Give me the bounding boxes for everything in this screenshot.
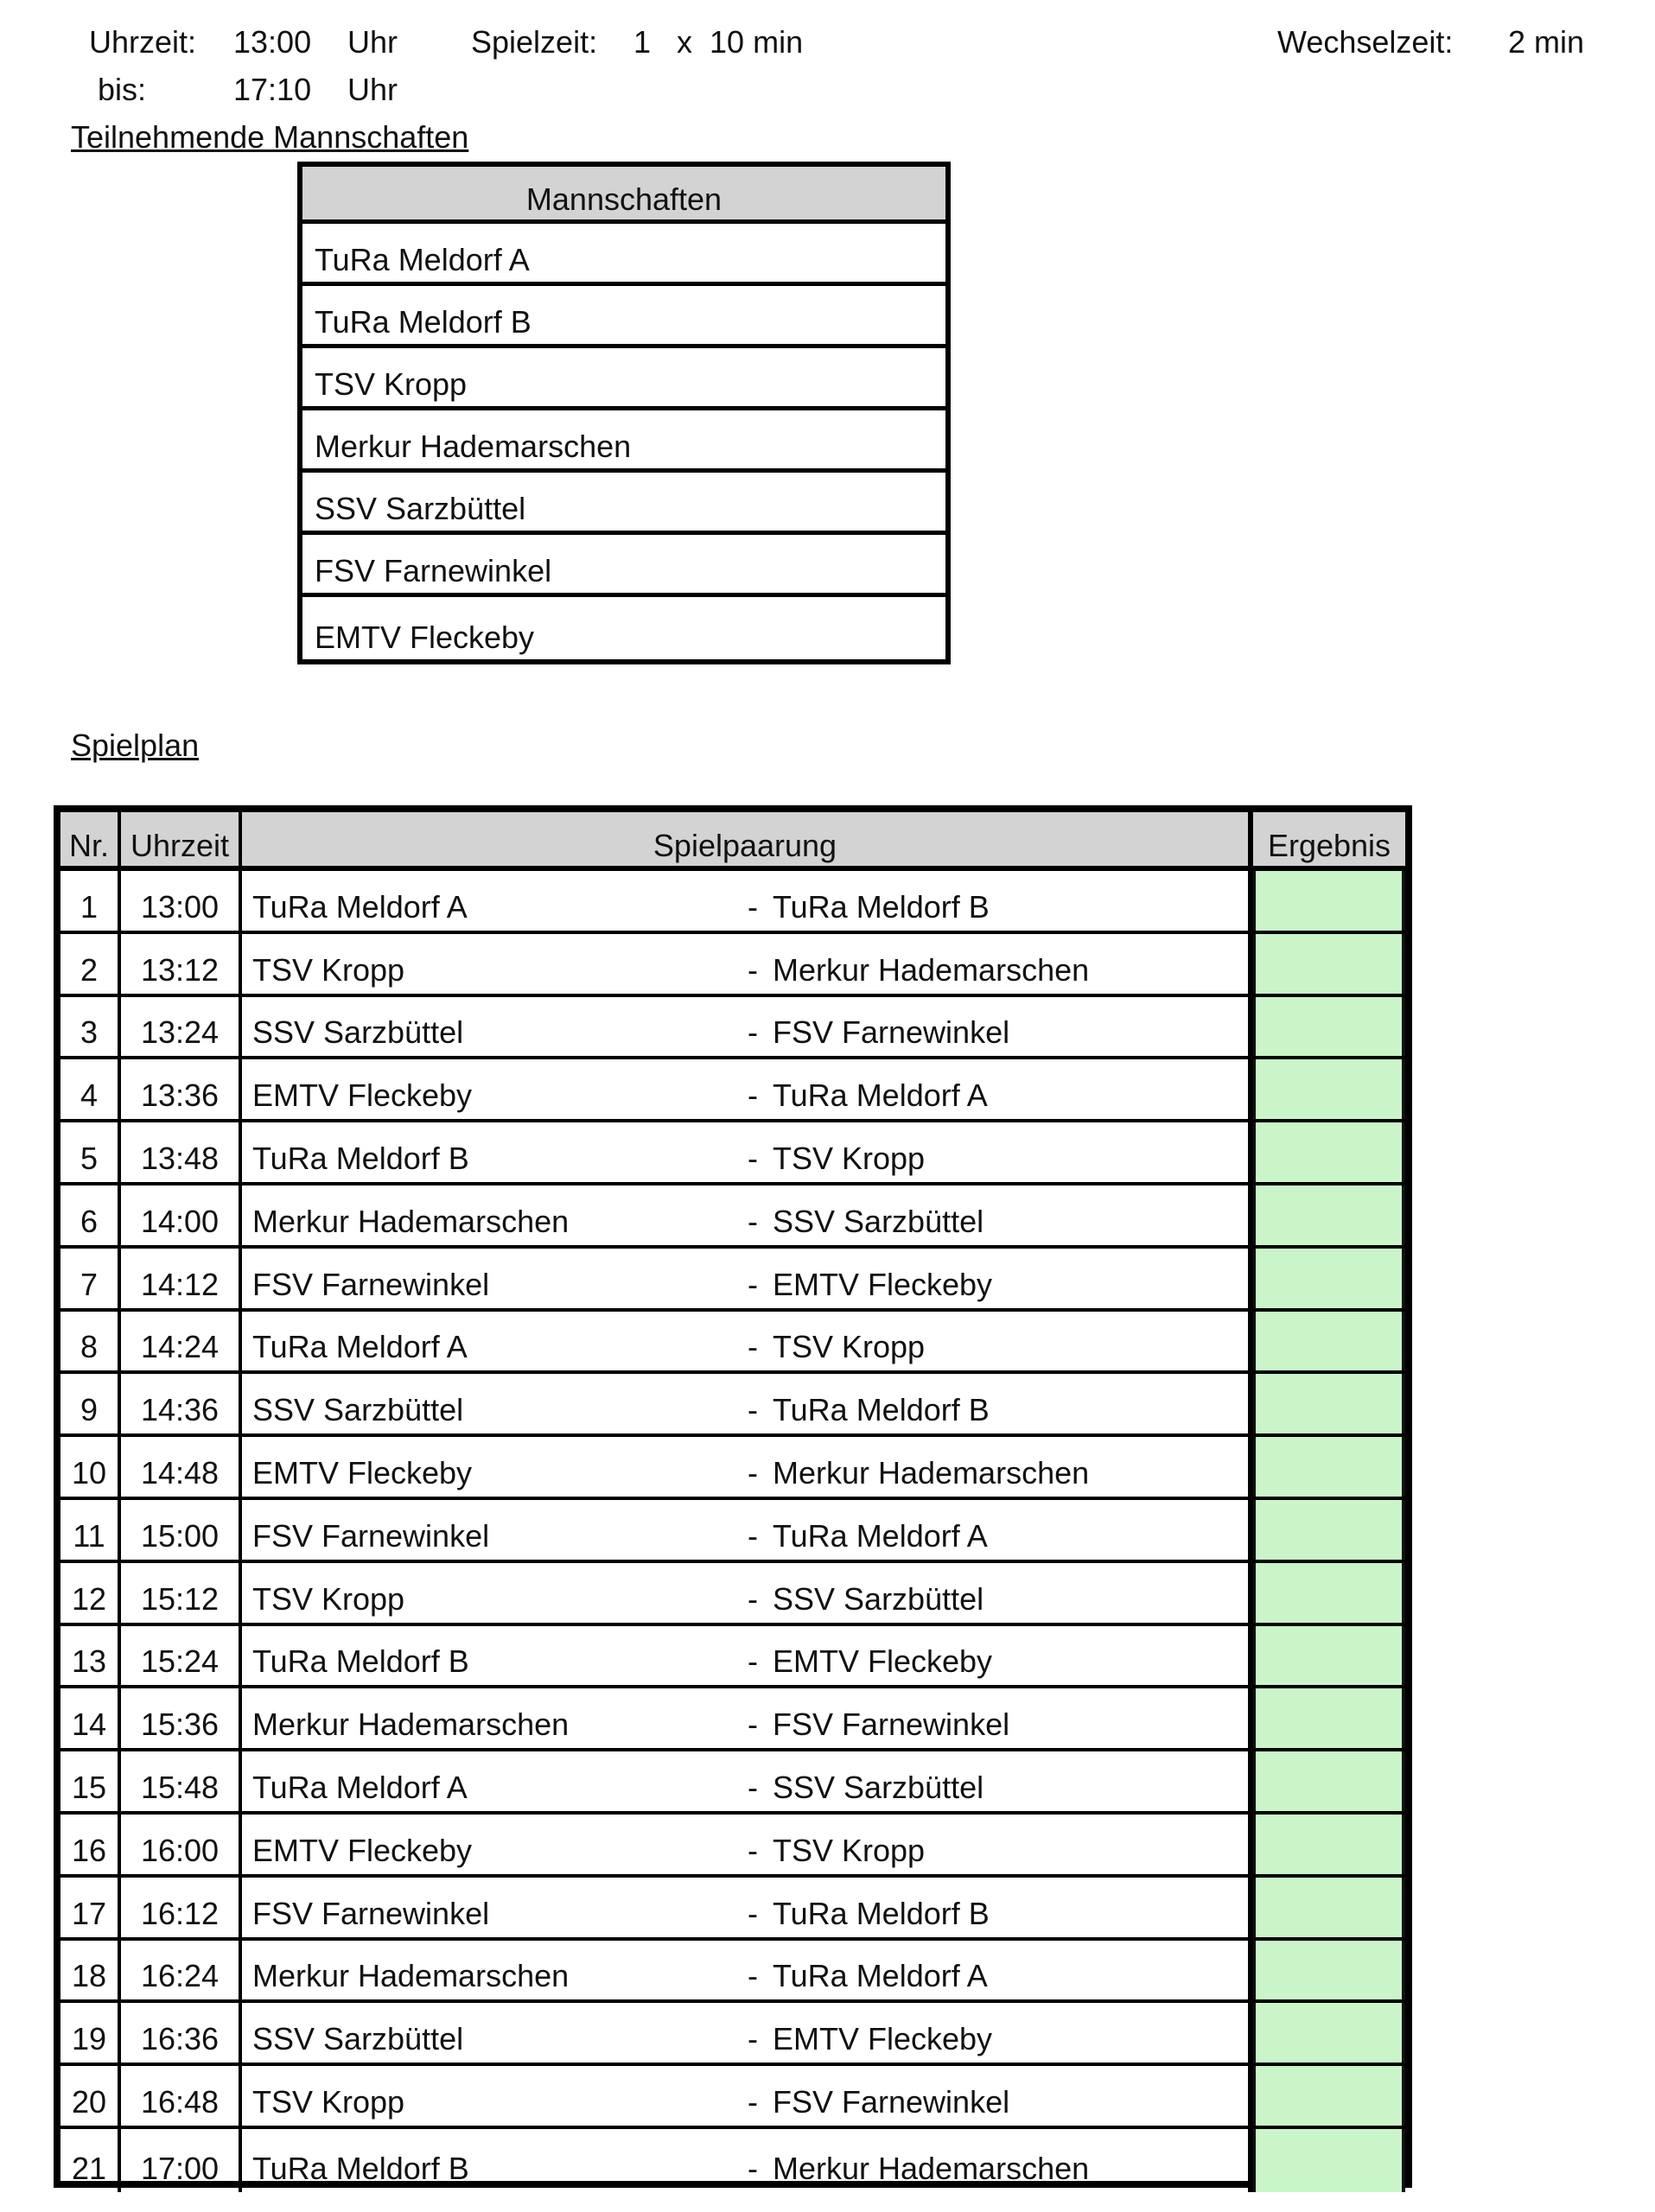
- result-cell[interactable]: [1253, 1688, 1405, 1748]
- away-team: TuRa Meldorf B: [773, 1392, 990, 1428]
- match-time: 17:00: [121, 2129, 242, 2192]
- match-pairing: [242, 1751, 1253, 1811]
- away-team: SSV Sarzbüttel: [773, 1203, 984, 1239]
- result-cell[interactable]: [1253, 1437, 1405, 1497]
- match-pairing: [242, 1878, 1253, 1937]
- match-time: 14:24: [121, 1312, 242, 1371]
- separator: -: [748, 1203, 758, 1239]
- spielplan-heading: Spielplan: [71, 728, 200, 763]
- result-cell[interactable]: [1253, 2003, 1405, 2063]
- match-time: 13:00: [121, 871, 242, 931]
- home-team: TSV Kropp: [252, 1580, 405, 1617]
- match-pairing: [242, 1249, 1253, 1308]
- match-pairing: [242, 2003, 1253, 2063]
- match-row: [60, 2003, 1405, 2066]
- result-cell[interactable]: [1253, 997, 1405, 1057]
- match-row: [60, 997, 1405, 1060]
- result-cell[interactable]: [1253, 2129, 1405, 2192]
- match-nr: 2: [60, 934, 121, 994]
- match-pairing: [242, 2066, 1253, 2126]
- home-team: TSV Kropp: [252, 2083, 405, 2120]
- match-pairing: [242, 1941, 1253, 2000]
- separator: -: [748, 2021, 758, 2057]
- spielzeit-label: Spielzeit:: [471, 24, 598, 60]
- away-team: Merkur Hademarschen: [773, 951, 1090, 988]
- spielzeit-value: 1 x 10 min: [633, 24, 804, 60]
- teams-column-header: Mannschaften: [302, 167, 945, 224]
- home-team: TuRa Meldorf B: [252, 1643, 469, 1680]
- home-team: FSV Farnewinkel: [252, 1895, 490, 1931]
- separator: -: [748, 1014, 758, 1051]
- match-row: [60, 1312, 1405, 1375]
- separator: -: [748, 1517, 758, 1554]
- result-cell[interactable]: [1253, 1751, 1405, 1811]
- result-cell[interactable]: [1253, 1374, 1405, 1433]
- uhrzeit-label: Uhrzeit:: [89, 24, 197, 60]
- bis-label: bis:: [98, 72, 147, 107]
- home-team: EMTV Fleckeby: [252, 1454, 473, 1491]
- match-row: [60, 1626, 1405, 1689]
- match-pairing: [242, 1500, 1253, 1560]
- separator: -: [748, 888, 758, 925]
- end-time: 17:10: [233, 72, 312, 107]
- match-time: 13:24: [121, 997, 242, 1057]
- separator: -: [748, 1958, 758, 1994]
- separator: -: [748, 1266, 758, 1302]
- match-nr: 12: [60, 1563, 121, 1623]
- match-row: [60, 1249, 1405, 1312]
- match-time: 14:12: [121, 1249, 242, 1308]
- match-time: 15:00: [121, 1500, 242, 1560]
- match-pairing: [242, 1815, 1253, 1874]
- home-team: SSV Sarzbüttel: [252, 2021, 464, 2057]
- match-row: [60, 1563, 1405, 1626]
- separator: -: [748, 2150, 758, 2186]
- separator: -: [748, 2083, 758, 2120]
- match-time: 16:00: [121, 1815, 242, 1874]
- match-pairing: [242, 871, 1253, 931]
- result-cell[interactable]: [1253, 1185, 1405, 1245]
- match-nr: 13: [60, 1626, 121, 1686]
- match-nr: 9: [60, 1374, 121, 1433]
- match-row: [60, 1437, 1405, 1500]
- team-row: EMTV Fleckeby: [315, 620, 535, 655]
- separator: -: [748, 951, 758, 988]
- separator: -: [748, 1392, 758, 1428]
- home-team: TSV Kropp: [252, 951, 405, 988]
- match-row: [60, 1122, 1405, 1185]
- match-pairing: [242, 1312, 1253, 1371]
- home-team: TuRa Meldorf A: [252, 888, 468, 925]
- away-team: FSV Farnewinkel: [773, 1014, 1010, 1051]
- away-team: EMTV Fleckeby: [773, 2021, 993, 2057]
- match-row: [60, 871, 1405, 934]
- match-nr: 10: [60, 1437, 121, 1497]
- teams-list: [302, 224, 945, 659]
- match-row: [60, 2129, 1405, 2192]
- home-team: EMTV Fleckeby: [252, 1077, 473, 1114]
- match-pairing: [242, 1185, 1253, 1245]
- match-time: 16:48: [121, 2066, 242, 2126]
- uhr-label-2: Uhr: [347, 72, 398, 107]
- away-team: FSV Farnewinkel: [773, 1707, 1010, 1743]
- away-team: TSV Kropp: [773, 1832, 926, 1868]
- result-cell[interactable]: [1253, 1878, 1405, 1937]
- match-time: 13:36: [121, 1059, 242, 1119]
- away-team: TuRa Meldorf A: [773, 1517, 988, 1554]
- match-nr: 7: [60, 1249, 121, 1308]
- home-team: TuRa Meldorf B: [252, 2150, 469, 2186]
- match-row: [60, 2066, 1405, 2129]
- match-pairing: [242, 1374, 1253, 1433]
- result-cell[interactable]: [1253, 1626, 1405, 1686]
- match-nr: 15: [60, 1751, 121, 1811]
- result-cell[interactable]: [1253, 1059, 1405, 1119]
- away-team: Merkur Hademarschen: [773, 1454, 1090, 1491]
- match-row: [60, 1185, 1405, 1249]
- match-nr: 19: [60, 2003, 121, 2063]
- team-row: FSV Farnewinkel: [302, 535, 945, 597]
- match-nr: 6: [60, 1185, 121, 1245]
- separator: -: [748, 1769, 758, 1805]
- match-pairing: [242, 934, 1253, 994]
- away-team: TuRa Meldorf B: [773, 888, 990, 925]
- away-team: TSV Kropp: [773, 1140, 926, 1176]
- start-time: 13:00: [233, 24, 312, 60]
- result-cell[interactable]: [1253, 1122, 1405, 1182]
- match-nr: 4: [60, 1059, 121, 1119]
- schedule-header-row: [60, 812, 1405, 871]
- match-row: [60, 1751, 1405, 1815]
- match-nr: 5: [60, 1122, 121, 1182]
- match-time: 15:48: [121, 1751, 242, 1811]
- away-team: Merkur Hademarschen: [773, 2150, 1090, 2186]
- home-team: Merkur Hademarschen: [252, 1203, 570, 1239]
- match-nr: 20: [60, 2066, 121, 2126]
- match-time: 14:00: [121, 1185, 242, 1245]
- match-nr: 3: [60, 997, 121, 1057]
- result-cell[interactable]: [1253, 1500, 1405, 1560]
- match-pairing: [242, 1626, 1253, 1686]
- away-team: TuRa Meldorf A: [773, 1958, 988, 1994]
- away-team: TuRa Meldorf B: [773, 1895, 990, 1931]
- match-row: [60, 934, 1405, 997]
- result-cell[interactable]: [1253, 1563, 1405, 1623]
- match-time: 14:36: [121, 1374, 242, 1433]
- away-team: TSV Kropp: [773, 1329, 926, 1365]
- result-cell[interactable]: [1253, 1815, 1405, 1874]
- match-time: 13:12: [121, 934, 242, 994]
- match-row: [60, 1878, 1405, 1941]
- wechselzeit-value: 2 min: [1508, 24, 1585, 60]
- match-nr: 14: [60, 1688, 121, 1748]
- match-nr: 11: [60, 1500, 121, 1560]
- match-time: 15:36: [121, 1688, 242, 1748]
- match-row: [60, 1941, 1405, 2004]
- team-row: SSV Sarzbüttel: [302, 473, 945, 535]
- team-row: TSV Kropp: [302, 348, 945, 410]
- team-row: Merkur Hademarschen: [302, 410, 945, 473]
- match-row: [60, 1815, 1405, 1878]
- home-team: Merkur Hademarschen: [252, 1958, 570, 1994]
- separator: -: [748, 1140, 758, 1176]
- match-row: [60, 1688, 1405, 1751]
- match-nr: 1: [60, 871, 121, 931]
- teams-heading: Teilnehmende Mannschaften: [71, 119, 469, 155]
- uhr-label-1: Uhr: [347, 24, 398, 60]
- match-pairing: [242, 1437, 1253, 1497]
- match-nr: 18: [60, 1941, 121, 2000]
- match-nr: 16: [60, 1815, 121, 1874]
- match-pairing: [242, 1059, 1253, 1119]
- separator: -: [748, 1329, 758, 1365]
- result-cell[interactable]: [1253, 871, 1405, 931]
- match-pairing: [242, 997, 1253, 1057]
- schedule-table: [54, 805, 1412, 2188]
- home-team: TuRa Meldorf A: [252, 1769, 468, 1805]
- separator: -: [748, 1707, 758, 1743]
- team-row: TuRa Meldorf B: [302, 286, 945, 348]
- home-team: FSV Farnewinkel: [252, 1266, 490, 1302]
- away-team: TuRa Meldorf A: [773, 1077, 988, 1114]
- result-cell[interactable]: [1253, 2066, 1405, 2126]
- away-team: FSV Farnewinkel: [773, 2083, 1010, 2120]
- match-nr: 21: [60, 2129, 121, 2192]
- header-spielpaarung: Spielpaarung: [242, 812, 1253, 866]
- match-row: [60, 1059, 1405, 1122]
- match-pairing: [242, 1122, 1253, 1182]
- separator: -: [748, 1643, 758, 1680]
- home-team: SSV Sarzbüttel: [252, 1014, 464, 1051]
- teams-table: [297, 162, 951, 664]
- header-ergebnis: Ergebnis: [1267, 828, 1391, 863]
- match-row: [60, 1374, 1405, 1437]
- result-cell[interactable]: [1253, 1941, 1405, 2000]
- home-team: EMTV Fleckeby: [252, 1832, 473, 1868]
- away-team: SSV Sarzbüttel: [773, 1769, 984, 1805]
- match-time: 15:12: [121, 1563, 242, 1623]
- match-nr: 17: [60, 1878, 121, 1937]
- match-pairing: [242, 1563, 1253, 1623]
- home-team: SSV Sarzbüttel: [252, 1392, 464, 1428]
- result-cell[interactable]: [1253, 934, 1405, 994]
- result-cell[interactable]: [1253, 1312, 1405, 1371]
- header-uhrzeit: Uhrzeit: [121, 812, 242, 866]
- wechselzeit-label: Wechselzeit:: [1277, 24, 1454, 60]
- separator: -: [748, 1895, 758, 1931]
- match-pairing: [242, 1688, 1253, 1748]
- separator: -: [748, 1077, 758, 1114]
- result-cell[interactable]: [1253, 1249, 1405, 1308]
- match-time: 15:24: [121, 1626, 242, 1686]
- home-team: Merkur Hademarschen: [252, 1707, 570, 1743]
- separator: -: [748, 1580, 758, 1617]
- home-team: TuRa Meldorf B: [252, 1140, 469, 1176]
- away-team: EMTV Fleckeby: [773, 1643, 993, 1680]
- match-time: 13:48: [121, 1122, 242, 1182]
- match-pairing: [242, 2129, 1253, 2192]
- match-row: [60, 1500, 1405, 1563]
- match-time: 16:24: [121, 1941, 242, 2000]
- team-row: TuRa Meldorf A: [302, 224, 945, 286]
- separator: -: [748, 1454, 758, 1491]
- away-team: SSV Sarzbüttel: [773, 1580, 984, 1617]
- home-team: FSV Farnewinkel: [252, 1517, 490, 1554]
- match-nr: 8: [60, 1312, 121, 1371]
- home-team: TuRa Meldorf A: [252, 1329, 468, 1365]
- match-time: 16:12: [121, 1878, 242, 1937]
- match-time: 16:36: [121, 2003, 242, 2063]
- separator: -: [748, 1832, 758, 1868]
- match-time: 14:48: [121, 1437, 242, 1497]
- away-team: EMTV Fleckeby: [773, 1266, 993, 1302]
- header-nr: Nr.: [60, 812, 121, 866]
